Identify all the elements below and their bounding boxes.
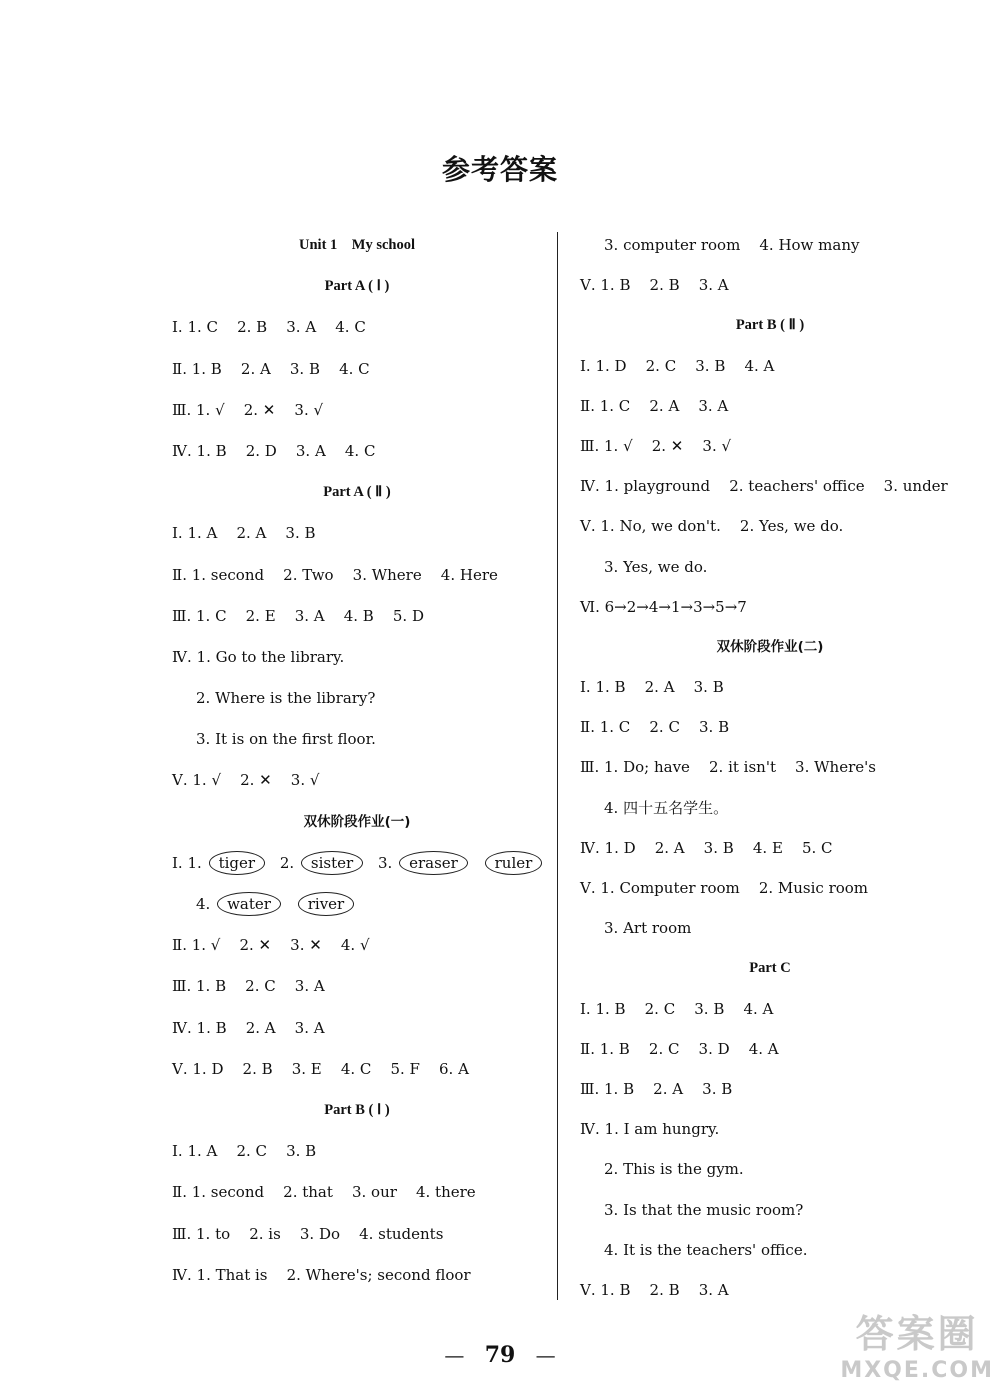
answer-line: Ⅳ. 1. I am hungry. — [580, 1120, 720, 1139]
answer-number: 2. — [279, 853, 295, 872]
section-heading: Part B ( Ⅰ ) — [324, 1101, 390, 1118]
watermark-text: 答案圈 — [855, 1312, 979, 1356]
right-column — [580, 225, 960, 1310]
answer-line: Ⅲ. 1. to 2. is 3. Do 4. students — [172, 1224, 444, 1243]
section-heading: Part C — [749, 960, 791, 977]
answer-line: Ⅳ. 1. D 2. A 3. B 4. E 5. C — [580, 838, 833, 857]
section-heading: Part B ( Ⅱ ) — [735, 317, 805, 334]
answer-line: Ⅳ. 1. B 2. A 3. A — [172, 1018, 325, 1037]
answer-line: Ⅲ. 1. √ 2. ✕ 3. √ — [172, 400, 324, 419]
section-heading: 双休阶段作业(二) — [716, 638, 824, 655]
answer-line: 3. computer room 4. How many — [604, 236, 860, 254]
page-number: 79 — [484, 1342, 516, 1368]
answer-line: Ⅴ. 1. √ 2. ✕ 3. √ — [172, 771, 320, 790]
answer-line: Ⅱ. 1. C 2. A 3. A — [580, 396, 729, 415]
watermark-url: MXQE.COM — [840, 1358, 994, 1383]
page-title: 参考答案 — [441, 153, 558, 186]
answer-line: Ⅱ. 1. B 2. A 3. B 4. C — [172, 359, 370, 378]
answer-line: Ⅱ. 1. second 2. that 3. our 4. there — [172, 1183, 476, 1202]
answer-line: Ⅲ. 1. √ 2. ✕ 3. √ — [580, 436, 732, 455]
answer-line: Ⅴ. 1. D 2. B 3. E 4. C 5. F 6. A — [172, 1059, 469, 1078]
answer-line: Ⅳ. 1. That is 2. Where's; second floor — [172, 1265, 471, 1284]
answer-number: Ⅰ. 1. — [172, 853, 202, 872]
answer-line: Ⅰ. 1. C 2. B 3. A 4. C — [172, 318, 366, 337]
circled-word: river — [298, 892, 355, 916]
answer-line: 2. This is the gym. — [604, 1160, 744, 1179]
answer-line: 4. It is the teachers' office. — [604, 1240, 808, 1259]
answer-line: Ⅰ. 1. B 2. C 3. B 4. A — [580, 999, 774, 1018]
watermark — [840, 1303, 994, 1383]
answer-line: Ⅳ. 1. playground 2. teachers' office 3. under — [580, 477, 948, 496]
answer-line: Ⅳ. 1. Go to the library. — [172, 647, 345, 666]
circled-word: eraser — [399, 851, 468, 875]
answer-line: 3. Yes, we do. — [604, 557, 708, 576]
answer-line: Ⅱ. 1. second 2. Two 3. Where 4. Here — [172, 565, 498, 584]
circled-word: ruler — [485, 851, 543, 875]
answer-number: 3. — [377, 853, 393, 872]
section-heading: Part A ( Ⅰ ) — [324, 278, 390, 295]
answer-line-circled-words — [172, 843, 542, 884]
column-divider — [557, 232, 558, 1300]
answer-line: 3. Is that the music room? — [604, 1200, 804, 1219]
answer-line: Ⅵ. 6→2→4→1→3→5→7 — [580, 597, 747, 616]
answer-line-circled-words — [172, 884, 542, 925]
answer-line: Ⅰ. 1. A 2. C 3. B — [172, 1142, 317, 1161]
answer-line: Ⅴ. 1. B 2. B 3. A — [580, 276, 729, 295]
answer-line: Ⅰ. 1. B 2. A 3. B — [580, 678, 724, 697]
answer-line: Ⅴ. 1. B 2. B 3. A — [580, 1280, 729, 1299]
answer-line: 4. 四十五名学生。 — [604, 798, 729, 817]
answer-line: Ⅱ. 1. B 2. C 3. D 4. A — [580, 1039, 779, 1058]
answer-line: Ⅰ. 1. A 2. A 3. B — [172, 524, 316, 543]
answer-line: Ⅲ. 1. B 2. A 3. B — [580, 1079, 733, 1098]
answer-line: Ⅱ. 1. √ 2. ✕ 3. ✕ 4. √ — [172, 936, 370, 955]
footer-dash: — — [444, 1343, 465, 1367]
section-heading: Part A ( Ⅱ ) — [323, 484, 391, 501]
answer-line: Ⅲ. 1. B 2. C 3. A — [172, 977, 325, 996]
answer-line: Ⅲ. 1. Do; have 2. it isn't 3. Where's — [580, 758, 876, 777]
circled-word: tiger — [209, 851, 265, 875]
answer-line: Ⅳ. 1. B 2. D 3. A 4. C — [172, 441, 376, 460]
answer-line: 3. Art room — [604, 919, 692, 938]
answer-line: 2. Where is the library? — [196, 689, 376, 708]
answer-line: Ⅰ. 1. D 2. C 3. B 4. A — [580, 356, 775, 375]
unit-title: Unit 1 My school — [299, 237, 415, 253]
circled-word: sister — [301, 851, 363, 875]
answer-line: Ⅴ. 1. Computer room 2. Music room — [580, 879, 869, 897]
left-column — [172, 225, 542, 1296]
answer-line: Ⅱ. 1. C 2. C 3. B — [580, 718, 730, 737]
circled-word: water — [217, 892, 281, 916]
section-heading: 双休阶段作业(一) — [303, 813, 411, 830]
answer-number: 4. — [196, 895, 211, 913]
answer-line: 3. It is on the first floor. — [196, 730, 376, 749]
answer-line: Ⅲ. 1. C 2. E 3. A 4. B 5. D — [172, 606, 424, 625]
footer-dash: — — [535, 1343, 556, 1367]
answer-line: Ⅴ. 1. No, we don't. 2. Yes, we do. — [580, 517, 844, 536]
